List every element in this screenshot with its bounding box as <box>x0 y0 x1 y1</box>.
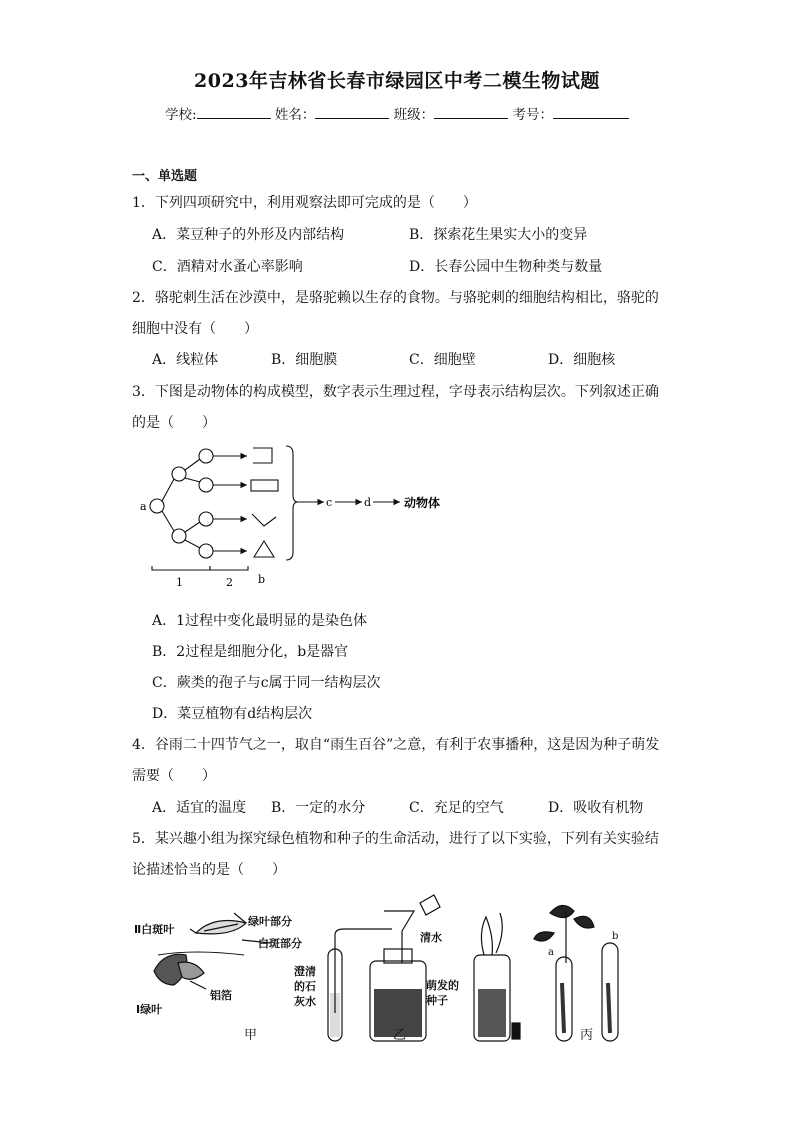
name-label: 姓名： <box>274 107 316 123</box>
q2-option-c[interactable]: C．细胞壁 <box>409 352 476 368</box>
q2-option-d[interactable]: D．细胞核 <box>548 352 616 368</box>
school-field[interactable] <box>197 104 271 119</box>
q3-option-a[interactable]: A．1过程中变化最明显的是染色体 <box>152 613 368 629</box>
caption-bing: 丙 <box>580 1028 594 1043</box>
q5-stem-line1: 5．某兴趣小组为探究绿色植物和种子的生命活动，进行了以下实验，下列有关实验结 <box>132 831 659 847</box>
q1-stem: 1．下列四项研究中，利用观察法即可完成的是（ ） <box>132 195 477 211</box>
q3-option-b[interactable]: B．2过程是细胞分化，b是器官 <box>152 644 349 660</box>
q2-option-a[interactable]: A．线粒体 <box>152 352 219 368</box>
q2-option-b[interactable]: B．细胞膜 <box>271 352 338 368</box>
fig-label-foil: 铝箔 <box>210 989 232 1002</box>
exam-no-label: 考号： <box>512 107 553 123</box>
label-animal: 动物体 <box>404 496 441 510</box>
caption-yi: 乙 <box>393 1028 407 1043</box>
q4-stem-line2: 需要（ ） <box>132 768 216 784</box>
fig-label-seed-1: 萌发的 <box>426 979 459 992</box>
student-info-line <box>0 103 794 123</box>
q4-option-b[interactable]: B．一定的水分 <box>271 800 366 816</box>
label-d: d <box>364 496 372 509</box>
q4-option-a[interactable]: A．适宜的温度 <box>152 800 247 816</box>
q5-stem-line2: 论描述恰当的是（ ） <box>132 862 286 878</box>
cell-a-circle <box>150 499 164 513</box>
q1-option-a[interactable]: A．菜豆种子的外形及内部结构 <box>152 227 345 243</box>
label-process-1: 1 <box>176 576 183 589</box>
q4-option-c[interactable]: C．充足的空气 <box>409 800 504 816</box>
school-label: 学校: <box>165 107 197 123</box>
funnel <box>384 911 414 963</box>
name-field[interactable] <box>315 104 389 119</box>
q4-option-d[interactable]: D．吸收有机物 <box>548 800 644 816</box>
fig-label-green-part: 绿叶部分 <box>248 915 292 928</box>
fig-label-water: 清水 <box>420 931 442 944</box>
q2-stem-line1: 2．骆驼刺生活在沙漠中，是骆驼赖以生存的食物。与骆驼刺的细胞结构相比，骆驼的 <box>132 290 659 306</box>
fig-label-tube-a: a <box>548 947 554 958</box>
fig-label-white-part: 白斑部分 <box>258 937 302 950</box>
q1-option-d[interactable]: D．长春公园中生物种类与数量 <box>409 259 603 275</box>
fig-label-tube-b: b <box>612 931 619 942</box>
q1-option-b[interactable]: B．探索花生果实大小的变异 <box>409 227 588 243</box>
q3-stem-line2: 的是（ ） <box>132 415 216 431</box>
q3-stem-line1: 3．下图是动物体的构成模型，数字表示生理过程，字母表示结构层次。下列叙述正确 <box>132 384 659 400</box>
fig-label-lime-3: 灰水 <box>294 995 316 1008</box>
caption-jia: 甲 <box>244 1028 258 1043</box>
fig-label-white-leaf: Ⅱ白斑叶 <box>134 923 175 936</box>
q3-option-c[interactable]: C．蕨类的孢子与c属于同一结构层次 <box>152 675 381 691</box>
exam-no-field[interactable] <box>553 104 629 119</box>
class-field[interactable] <box>434 104 508 119</box>
label-a: a <box>140 500 147 513</box>
q3-option-d[interactable]: D．菜豆植物有d结构层次 <box>152 706 313 722</box>
class-label: 班级： <box>393 107 435 123</box>
fig-label-seed-2: 种子 <box>426 994 448 1007</box>
q2-stem-line2: 细胞中没有（ ） <box>132 321 258 337</box>
fig-label-lime-1: 澄清 <box>294 965 316 978</box>
q1-option-c[interactable]: C．酒精对水蚤心率影响 <box>152 259 303 275</box>
page-title: 2023年吉林省长春市绿园区中考二模生物试题 <box>194 70 600 92</box>
label-b: b <box>258 573 266 586</box>
q4-stem-line1: 4．谷雨二十四节气之一，取自“雨生百谷”之意，有利于农事播种，这是因为种子萌发 <box>132 737 660 753</box>
label-process-2: 2 <box>226 576 233 589</box>
fig-label-green-leaf: Ⅰ绿叶 <box>136 1003 163 1016</box>
label-c: c <box>326 496 333 509</box>
section-title: 一、单选题 <box>132 169 198 184</box>
animal-structure-diagram <box>138 440 458 590</box>
fig-label-lime-2: 的石 <box>294 980 316 993</box>
